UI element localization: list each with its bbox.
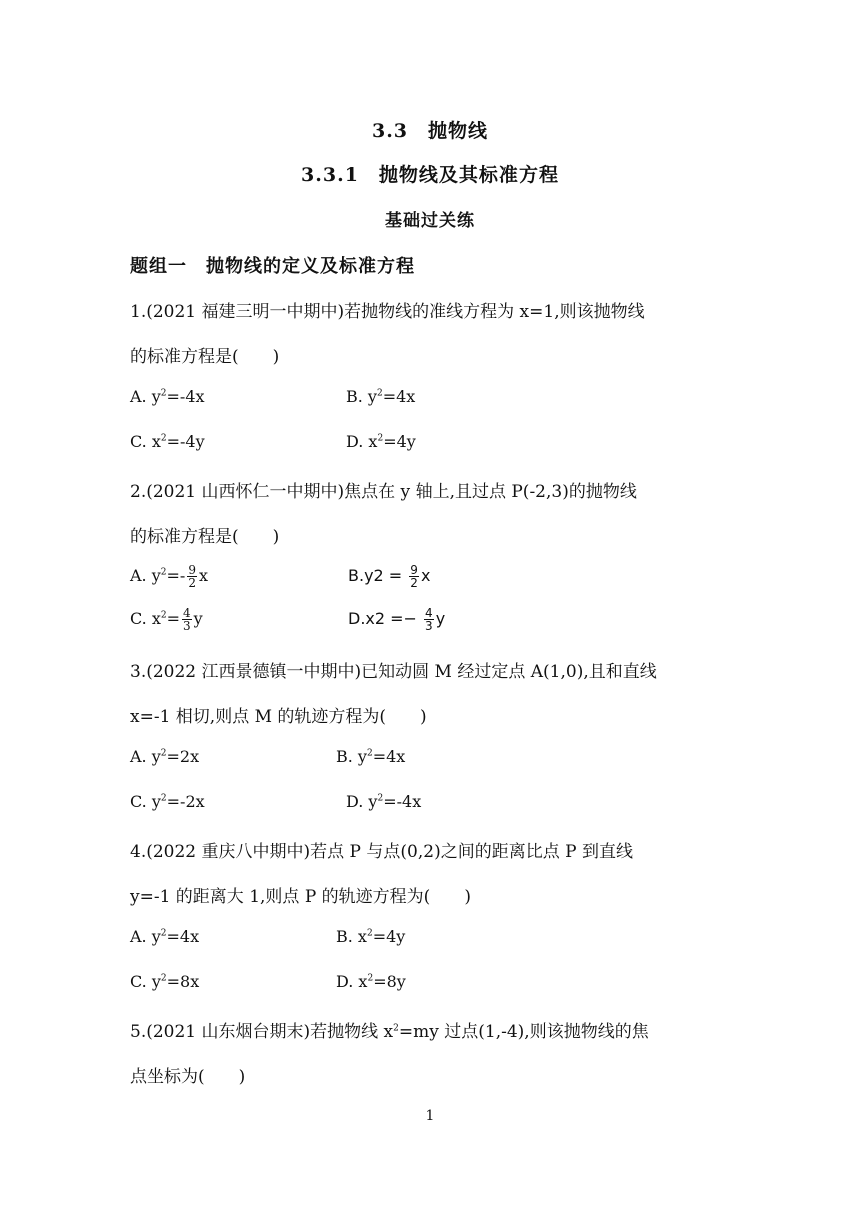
q2-option-a[interactable]: A. $y^2=-$ $\frac{9}{2}$ x [130, 563, 208, 590]
question-5-line-1: 5.(2021 山东烟台期末)若抛物线 $x^2=my$ 过点(1,-4),则该抛物线的焦 [130, 1022, 649, 1042]
question-4-line-1: 4.(2022 重庆八中期中)若点 P 与点(0,2)之间的距离比点 P 到直线 [130, 842, 633, 862]
q3-option-c[interactable]: C. $y^2=-2x$ [130, 792, 205, 811]
page-number: 1 [425, 1108, 435, 1124]
q1-option-a[interactable]: A. $y^2=-4x$ [130, 387, 205, 406]
question-1-line-2: 的标准方程是( ) [130, 347, 280, 367]
question-4-line-2: y=-1 的距离大 1,则点 P 的轨迹方程为( ) [130, 887, 471, 907]
fraction: $\frac{4}{3}$ [183, 606, 191, 633]
question-2-line-1: 2.(2021 山西怀仁一中期中)焦点在 y 轴上,且过点 P(-2,3)的抛物线 [130, 482, 637, 502]
q3-option-d[interactable]: D. $y^2=-4x$ [346, 792, 422, 811]
q1-option-b[interactable]: B. $y^2=4x$ [346, 387, 416, 406]
q1-option-d[interactable]: D. $x^2=4y$ [346, 432, 416, 451]
q3-option-a[interactable]: A. $y^2=2x$ [130, 747, 200, 766]
q1-option-c[interactable]: C. $x^2=-4y$ [130, 432, 205, 451]
subsection-title: 3.3.1 抛物线及其标准方程 [301, 164, 559, 186]
q2-option-c[interactable]: C. $x^2=$ $\frac{4}{3}$ y [130, 606, 203, 633]
q2-option-d[interactable]: D.x2 =− $\frac{4}{3}$ y [348, 606, 446, 633]
question-2-line-2: 的标准方程是( ) [130, 527, 280, 547]
question-5-line-2: 点坐标为( ) [130, 1067, 246, 1087]
q4-option-b[interactable]: B. $x^2=4y$ [336, 927, 406, 946]
question-3-line-1: 3.(2022 江西景德镇一中期中)已知动圆 M 经过定点 A(1,0),且和直线 [130, 662, 657, 682]
q3-option-b[interactable]: B. $y^2=4x$ [336, 747, 406, 766]
q2-option-b[interactable]: B.y2 = $\frac{9}{2}$ x [348, 563, 431, 590]
group-title: 题组一 抛物线的定义及标准方程 [130, 256, 415, 277]
question-1-line-1: 1.(2021 福建三明一中期中)若抛物线的准线方程为 x=1,则该抛物线 [130, 302, 645, 322]
question-3-line-2: x=-1 相切,则点 M 的轨迹方程为( ) [130, 707, 427, 727]
section-title: 3.3 抛物线 [371, 120, 489, 142]
fraction: $\frac{9}{2}$ [410, 563, 418, 590]
fraction: $\frac{4}{3}$ [425, 606, 433, 633]
level-title: 基础过关练 [385, 211, 475, 231]
fraction: $\frac{9}{2}$ [188, 563, 196, 590]
q4-option-d[interactable]: D. $x^2=8y$ [336, 972, 406, 991]
q4-option-c[interactable]: C. $y^2=8x$ [130, 972, 200, 991]
q4-option-a[interactable]: A. $y^2=4x$ [130, 927, 200, 946]
